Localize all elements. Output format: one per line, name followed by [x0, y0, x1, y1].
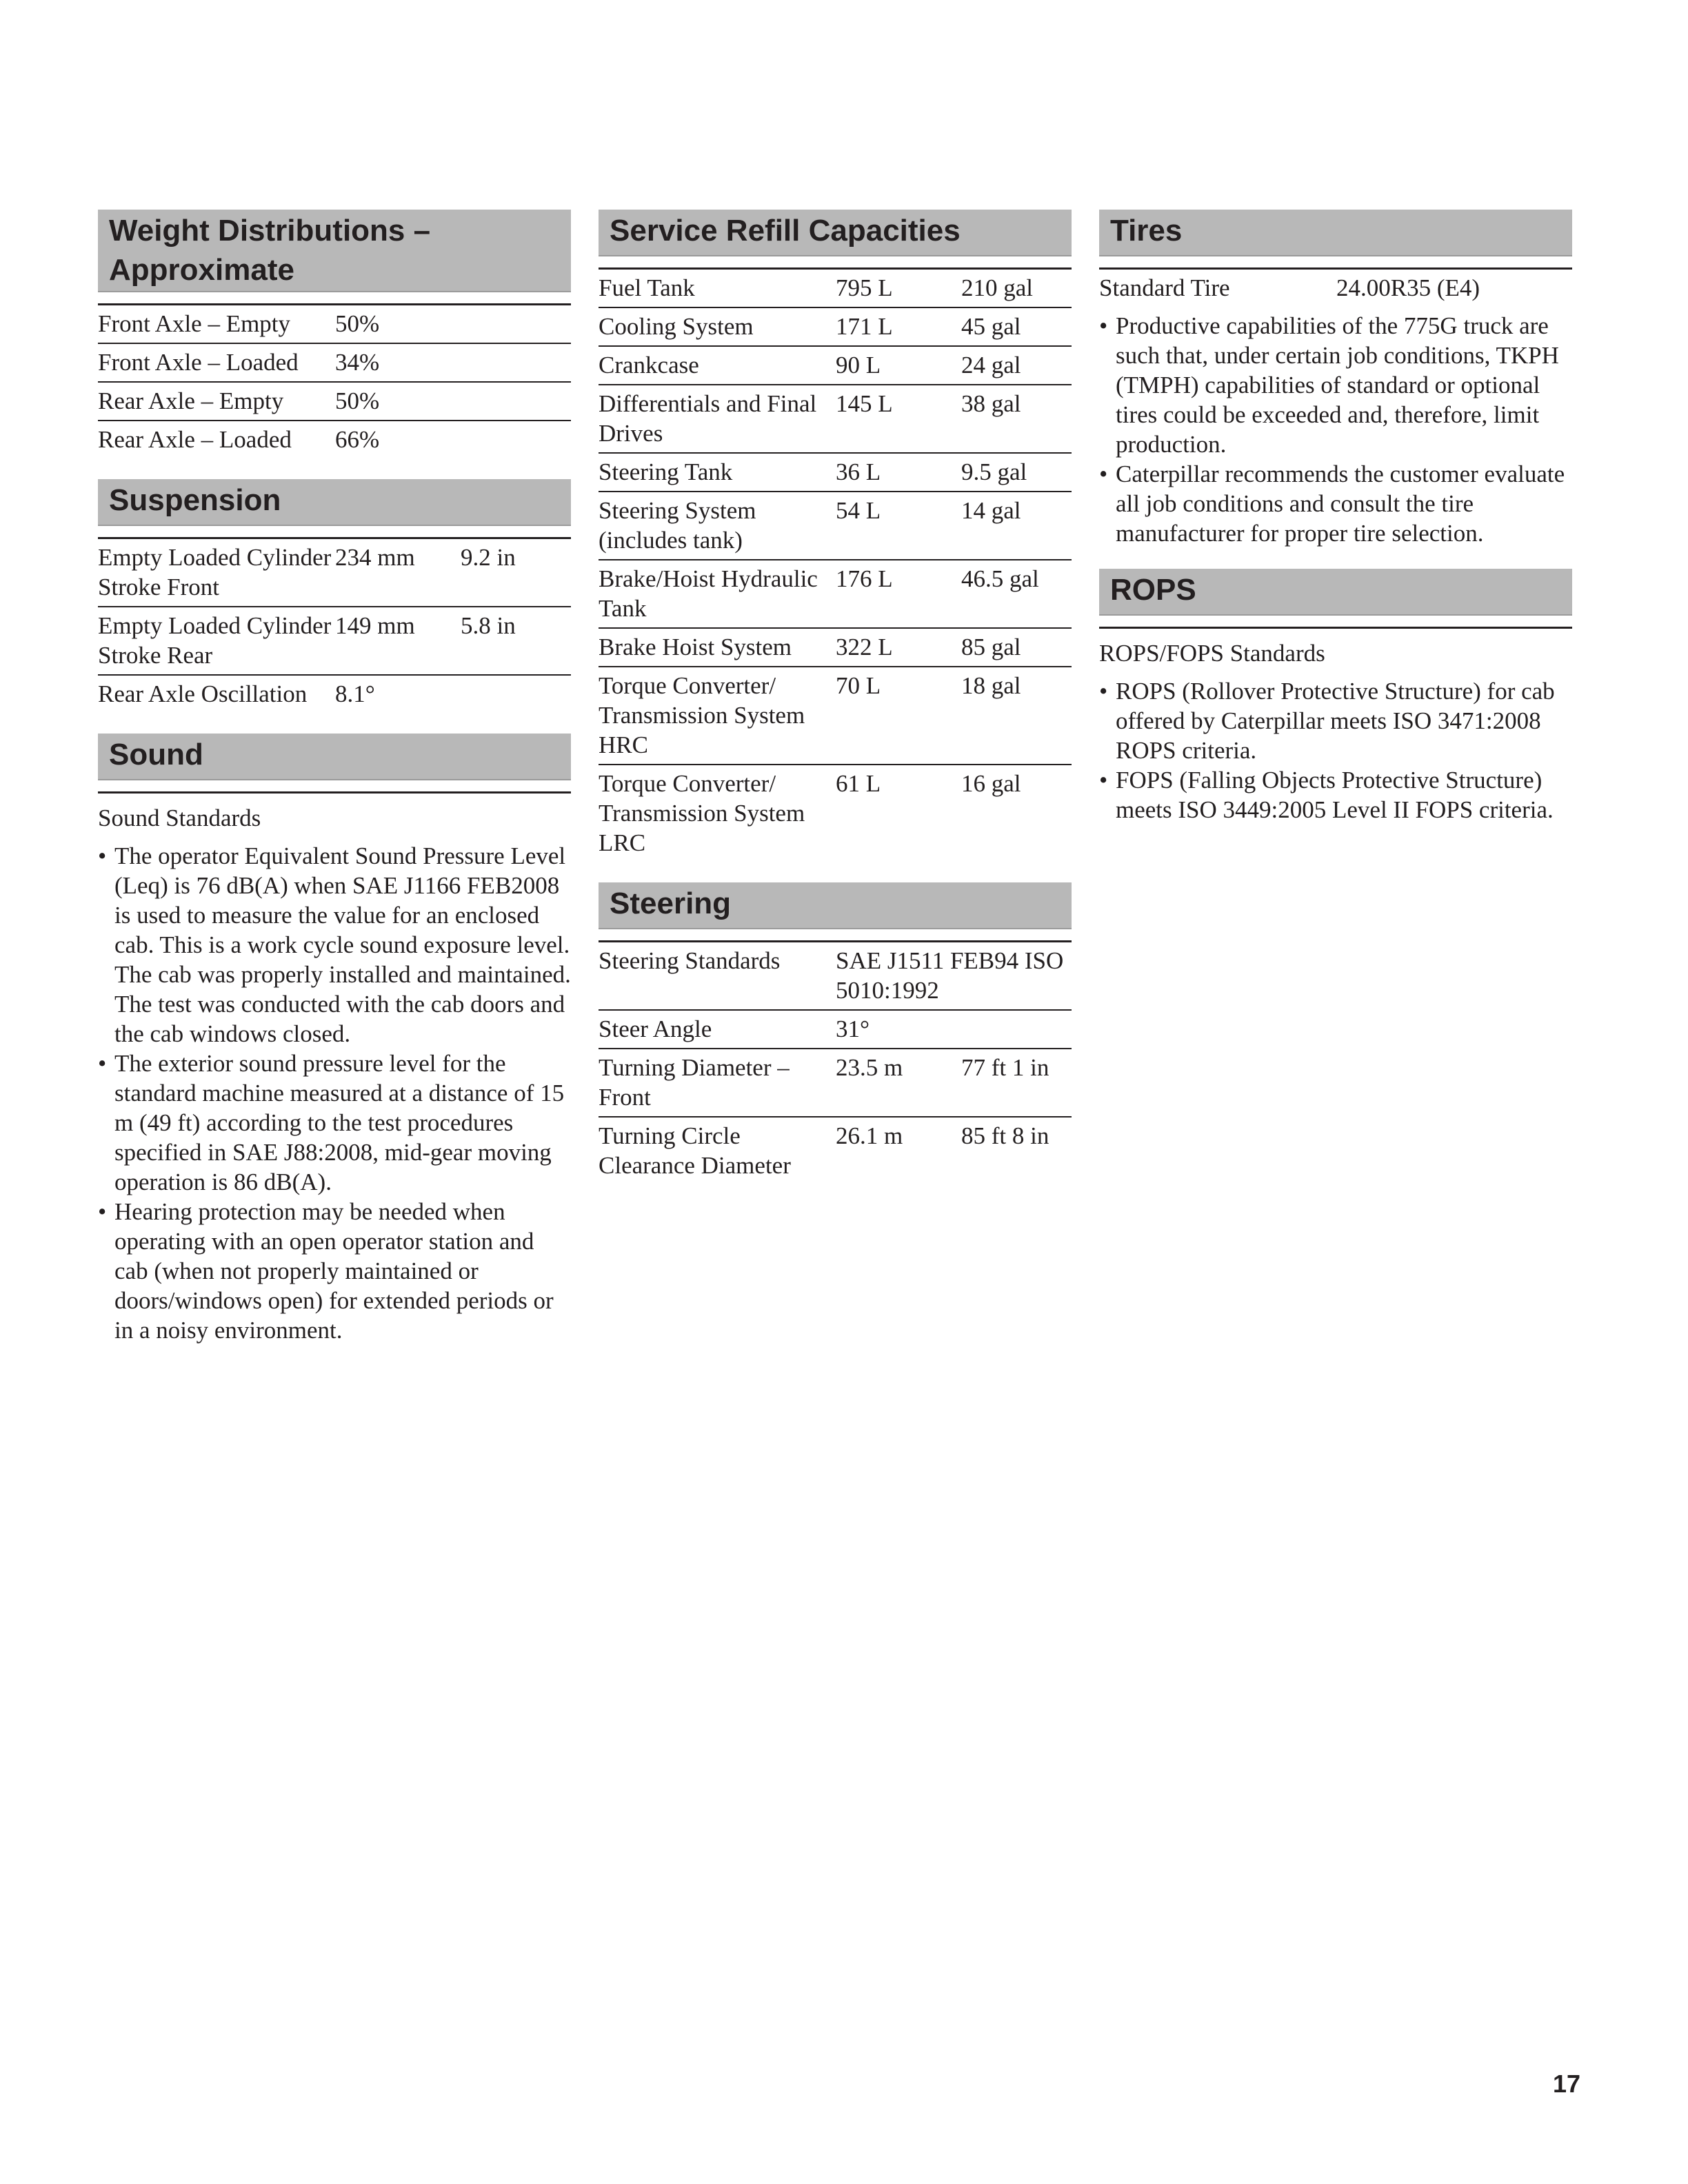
table-row — [1099, 270, 1572, 307]
row-value: 24.00R35 (E4) — [1336, 274, 1480, 301]
row-us: 85 ft 8 in — [961, 1117, 1072, 1184]
row-label: Torque Converter/ Transmission System LRC — [599, 765, 836, 862]
list-item: • ROPS (Rollover Protective Structure) for cab offered by Caterpillar meets ISO 3471:2008 ROPS criteria. — [1099, 676, 1572, 765]
row-us: 77 ft 1 in — [961, 1049, 1072, 1117]
table-row — [98, 607, 571, 675]
row-label: Fuel Tank — [599, 274, 695, 301]
rops-bullets — [1099, 676, 1572, 825]
table-row — [599, 453, 1072, 492]
row-label: Rear Axle – Loaded — [98, 421, 335, 458]
table-row — [98, 421, 571, 458]
rops-standards-label: ROPS/FOPS Standards — [1099, 640, 1325, 667]
row-metric: 23.5 m — [836, 1049, 961, 1117]
row-metric: 90 L — [836, 346, 961, 385]
rops-section — [1099, 569, 1572, 825]
row-label: Crankcase — [599, 346, 836, 385]
table-row — [98, 539, 571, 607]
row-value: 66% — [335, 421, 571, 458]
row-label: Steering Standards — [599, 947, 781, 974]
list-item: • The exterior sound pressure level for the standard machine measured at a distance of 15 m (49 ft) according to the test procedures specified in SAE J88:2008, mid-gear moving operation is 86 dB(A). — [98, 1049, 571, 1197]
table-row — [599, 346, 1072, 385]
row-metric: 322 L — [836, 628, 961, 667]
row-us: 46.5 gal — [961, 560, 1072, 628]
sound-bullets — [98, 841, 571, 1345]
sound-section — [98, 734, 571, 1345]
row-us: 45 gal — [961, 307, 1072, 346]
row-us: 9.2 in — [461, 544, 516, 571]
table-row — [599, 1010, 1072, 1049]
sound-heading: Sound — [98, 734, 571, 780]
row-label: Standard Tire — [1099, 274, 1230, 301]
row-label: Rear Axle – Empty — [98, 382, 335, 421]
row-us: 210 gal — [961, 274, 1034, 301]
tires-section — [1099, 210, 1572, 548]
row-us: 24 gal — [961, 346, 1072, 385]
row-value: 50% — [335, 382, 571, 421]
list-item: • Caterpillar recommends the customer evaluate all job conditions and consult the tire manufacturer for proper tire selection. — [1099, 459, 1572, 548]
table-row — [599, 560, 1072, 628]
row-label: Brake Hoist System — [599, 628, 836, 667]
table-row — [98, 382, 571, 421]
row-us — [961, 1010, 1072, 1049]
table-row — [599, 942, 1072, 1010]
table-row — [98, 343, 571, 382]
table-row — [98, 675, 571, 713]
table-row — [599, 270, 1072, 307]
row-value: 50% — [335, 310, 380, 337]
table-row — [599, 628, 1072, 667]
weight-table — [98, 305, 571, 458]
table-row — [599, 385, 1072, 453]
divider — [98, 791, 571, 793]
column-left — [98, 210, 571, 1345]
row-metric: 61 L — [836, 765, 961, 862]
spacer — [599, 862, 1072, 882]
row-label: Empty Loaded Cylinder Stroke Front — [98, 544, 332, 600]
list-item: • FOPS (Falling Objects Protective Structure) meets ISO 3449:2005 Level II FOPS criteria. — [1099, 765, 1572, 825]
table-row — [599, 765, 1072, 862]
list-item: • Hearing protection may be needed when operating with an open operator station and cab (when not properly maintained or doors/windows open) for extended periods or in a noisy environment. — [98, 1197, 571, 1345]
service-refill-section — [599, 210, 1072, 862]
row-label: Front Axle – Empty — [98, 310, 291, 337]
row-us: 16 gal — [961, 765, 1072, 862]
row-label: Steering Tank — [599, 453, 836, 492]
suspension-table — [98, 539, 571, 713]
page-number: 17 — [1553, 2070, 1581, 2098]
table-row — [599, 492, 1072, 560]
row-metric: 26.1 m — [836, 1117, 961, 1184]
row-metric: SAE J1511 FEB94 ISO 5010:1992 — [836, 947, 1064, 1004]
list-item: • The operator Equivalent Sound Pressure Level (Leq) is 76 dB(A) when SAE J1166 FEB2008 is used to measure the value for an enclosed cab. This is a work cycle sound exposure level. The cab was properly installed and maintained. The test was conducted with the cab doors and the cab windows closed. — [98, 841, 571, 1049]
row-metric: 36 L — [836, 453, 961, 492]
row-metric: 149 mm — [335, 607, 461, 675]
table-row — [599, 1049, 1072, 1117]
weight-distributions-section — [98, 210, 571, 458]
row-label: Turning Diameter – Front — [599, 1049, 836, 1117]
suspension-section — [98, 479, 571, 713]
row-label: Cooling System — [599, 307, 836, 346]
row-metric: 234 mm — [335, 544, 415, 571]
weight-distributions-heading: Weight Distributions – Approximate — [98, 210, 571, 292]
suspension-heading: Suspension — [98, 479, 571, 526]
row-label: Front Axle – Loaded — [98, 343, 335, 382]
table-row — [599, 307, 1072, 346]
row-label: Steer Angle — [599, 1010, 836, 1049]
row-label: Empty Loaded Cylinder Stroke Rear — [98, 607, 335, 675]
row-metric: 145 L — [836, 385, 961, 453]
row-metric: 176 L — [836, 560, 961, 628]
row-metric: 171 L — [836, 307, 961, 346]
table-row — [599, 1117, 1072, 1184]
tires-table — [1099, 270, 1572, 307]
table-row — [98, 305, 571, 343]
steering-section — [599, 882, 1072, 1184]
row-metric: 795 L — [836, 274, 893, 301]
row-label: Brake/Hoist Hydraulic Tank — [599, 560, 836, 628]
column-middle — [599, 210, 1072, 1184]
spacer — [1099, 548, 1572, 569]
row-label: Rear Axle Oscillation — [98, 675, 335, 713]
row-label: Turning Circle Clearance Diameter — [599, 1117, 836, 1184]
rops-heading: ROPS — [1099, 569, 1572, 616]
list-item: • Productive capabilities of the 775G truck are such that, under certain job conditions, TKPH (TMPH) capabilities of standard or optional tires could be exceeded and, therefore, limit production. — [1099, 311, 1572, 459]
spacer — [98, 713, 571, 734]
column-right — [1099, 210, 1572, 825]
divider — [1099, 627, 1572, 629]
row-us: 9.5 gal — [961, 453, 1072, 492]
row-label: Torque Converter/ Transmission System HRC — [599, 667, 836, 765]
steering-table — [599, 942, 1072, 1184]
row-metric: 54 L — [836, 492, 961, 560]
row-us: 85 gal — [961, 628, 1072, 667]
row-label: Differentials and Final Drives — [599, 385, 836, 453]
row-us: 38 gal — [961, 385, 1072, 453]
refill-table — [599, 270, 1072, 862]
tires-bullets — [1099, 311, 1572, 548]
spacer — [98, 458, 571, 479]
row-metric: 70 L — [836, 667, 961, 765]
row-us: 14 gal — [961, 492, 1072, 560]
table-row — [599, 667, 1072, 765]
row-us — [461, 675, 571, 713]
service-refill-heading: Service Refill Capacities — [599, 210, 1072, 256]
sound-standards-label: Sound Standards — [98, 805, 261, 831]
row-label: Steering System (includes tank) — [599, 492, 836, 560]
row-us: 5.8 in — [461, 607, 571, 675]
steering-heading: Steering — [599, 882, 1072, 929]
row-metric: 8.1° — [335, 675, 461, 713]
row-value: 34% — [335, 343, 571, 382]
tires-heading: Tires — [1099, 210, 1572, 256]
row-us: 18 gal — [961, 667, 1072, 765]
row-metric: 31° — [836, 1010, 961, 1049]
